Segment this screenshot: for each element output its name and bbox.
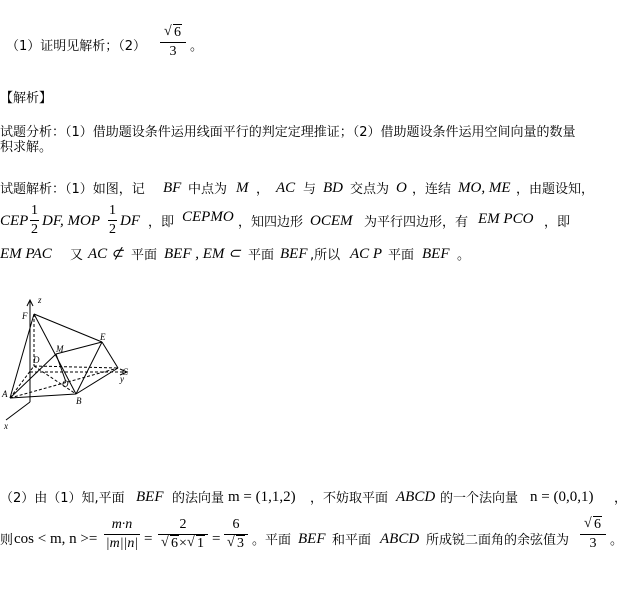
solution-line1-c: ， — [256, 182, 270, 197]
math-empco: EM PCO — [478, 211, 534, 227]
final-fraction: √ 6 3 — [580, 518, 606, 551]
vector-m: m = (1,1,2) — [228, 489, 296, 505]
math-m: M — [236, 180, 249, 196]
half-fraction-1: 1 2 — [31, 203, 38, 237]
label-z: z — [38, 295, 42, 305]
solution-line1-e: 交点为 — [350, 182, 390, 197]
math-bef-p2: BEF — [136, 489, 164, 505]
math-ocem: OCEM — [310, 213, 353, 229]
solution-line2-d: ，即 — [148, 215, 175, 230]
math-eq-2: = — [212, 531, 221, 547]
math-cep: CEP — [0, 213, 29, 229]
solution-line2-h: ，即 — [544, 215, 571, 230]
solution-line1-g: ，由题设知， — [516, 182, 595, 197]
math-bef-p2b: BEF — [298, 531, 326, 547]
math-abcd-p2: ABCD — [396, 489, 436, 505]
answer-fraction — [160, 26, 186, 59]
part2-g: 。平面 — [252, 533, 292, 548]
math-eq-1: = — [144, 531, 153, 547]
label-m: M — [56, 344, 64, 354]
answer-frac-num: 6 — [174, 25, 181, 40]
analysis-heading: 【解析】 — [0, 91, 53, 106]
analysis-line1: 试题分析：（1）借助题设条件运用线面平行的判定定理推证；（2）借助题设条件运用空间向量的数量 — [0, 125, 576, 140]
solution-line3-f: 平面 — [248, 248, 275, 263]
solution-line2-f: ，知四边形 — [238, 215, 304, 230]
value-fraction: 2 √ 6×√ 1 — [158, 518, 208, 551]
cos-fraction: m·n |m||n| — [105, 517, 139, 551]
solution-line1-f: ，连结 — [412, 182, 452, 197]
math-bef-2: BEF — [422, 246, 450, 262]
part2-h: 和平面 — [332, 533, 372, 548]
math-ac-notsub: AC ⊄ — [88, 246, 124, 262]
label-f: F — [22, 311, 28, 321]
label-a: A — [2, 389, 8, 399]
part2-e: ， — [614, 491, 628, 506]
part2-j: 。 — [610, 533, 624, 548]
part2-b: 的法向量 — [172, 491, 225, 506]
result-fraction: 6 √ 3 — [224, 518, 248, 551]
solution-line2-g: 为平行四边形，有 — [364, 215, 469, 230]
part2-d: 的一个法向量 — [440, 491, 519, 506]
math-abcd-p2b: ABCD — [380, 531, 420, 547]
solution-line1-a: 试题解析：（1）如图，记 — [0, 182, 145, 197]
label-d: D — [33, 355, 40, 365]
math-ac: AC — [276, 180, 296, 196]
answer-text: （1）证明见解析；（2） — [6, 39, 147, 54]
label-c: C — [122, 367, 129, 377]
math-bef-1: BEF — [280, 246, 308, 262]
half-fraction-2: 1 2 — [109, 203, 116, 237]
math-cos: cos < m, n >= — [14, 531, 98, 547]
math-bd: BD — [323, 180, 343, 196]
math-df-mop: DF, MOP — [42, 213, 101, 229]
solution-line3-j: 平面 — [388, 248, 415, 263]
solution-line1-b: 中点为 — [188, 182, 228, 197]
math-mo-me: MO, ME — [458, 180, 511, 196]
geometry-figure — [0, 290, 140, 430]
label-x: x — [4, 421, 8, 430]
math-cepmo: CEPMO — [182, 209, 234, 225]
solution-line3-d: 平面 — [131, 248, 158, 263]
solution-line3-h: ,所以 — [310, 248, 341, 263]
math-ac-par: AC P — [350, 246, 383, 262]
part2-i: 所成锐二面角的余弦值为 — [426, 533, 570, 548]
vector-n: n = (0,0,1) — [530, 489, 594, 505]
label-o: O — [62, 379, 69, 389]
math-empac: EM PAC — [0, 246, 52, 262]
part2-c: ，不妨取平面 — [310, 491, 389, 506]
answer-end: 。 — [190, 39, 204, 54]
math-o: O — [396, 180, 407, 196]
label-y: y — [120, 374, 124, 384]
label-e: E — [100, 332, 106, 342]
answer-frac-den: 3 — [169, 44, 177, 59]
part2-a: （2）由（1）知,平面 — [0, 491, 125, 506]
math-bf: BF — [163, 180, 182, 196]
solution-line3-l: 。 — [457, 248, 471, 263]
solution-line1-d: 与 — [303, 182, 317, 197]
analysis-line2: 积求解。 — [0, 140, 53, 155]
label-b: B — [76, 396, 82, 406]
part2-f: 则 — [0, 533, 14, 548]
math-bef-em: BEF , EM ⊂ — [164, 246, 241, 262]
math-df: DF — [120, 213, 140, 229]
solution-line3-b: 又 — [70, 248, 84, 263]
